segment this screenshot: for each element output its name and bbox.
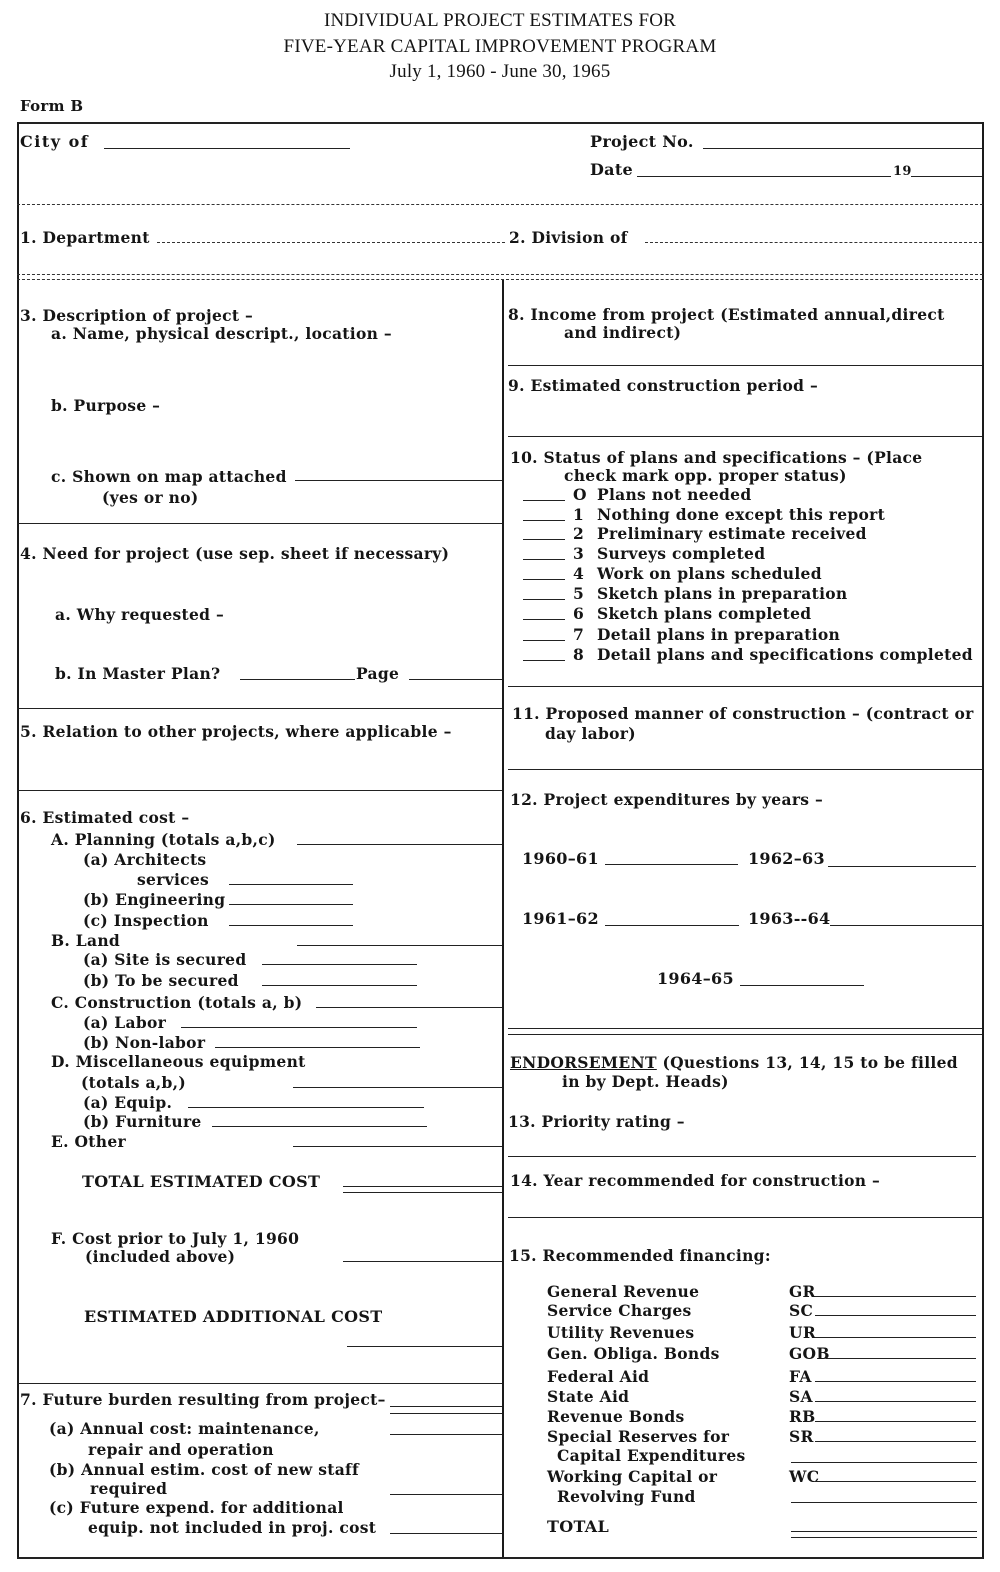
q8-label: 8. Income from project (Estimated annual,direct (508, 305, 945, 324)
status-option-text: Sketch plans in preparation (597, 584, 848, 603)
financing-wc-line-2: Revolving Fund (557, 1487, 696, 1506)
future-burden-field[interactable] (390, 1406, 502, 1407)
endorsement-note-2: in by Dept. Heads) (562, 1072, 729, 1091)
status-check-field[interactable] (523, 599, 565, 600)
total-estimated-cost-label: TOTAL ESTIMATED COST (82, 1172, 321, 1191)
status-check-field[interactable] (523, 559, 565, 560)
expend-1964-65-field[interactable] (740, 985, 864, 986)
q6D-label-2: (totals a,b,) (81, 1073, 186, 1092)
financing-source-code: UR (789, 1323, 816, 1342)
year-label-1963-64: 1963--64 (748, 909, 831, 928)
q6Bb-label: (b) To be secured (83, 971, 239, 990)
status-check-field[interactable] (523, 579, 565, 580)
financing-source-name: Federal Aid (547, 1367, 650, 1386)
divider-q8 (508, 365, 982, 366)
division-field[interactable] (645, 242, 982, 243)
divider-q11 (508, 769, 982, 770)
financing-source-code: SA (789, 1387, 813, 1406)
q6Ba-label: (a) Site is secured (83, 950, 247, 969)
q15-label: 15. Recommended financing: (509, 1246, 771, 1265)
status-option-text: Detail plans and specifications completed (597, 645, 973, 664)
status-check-field[interactable] (523, 660, 565, 661)
status-code: 4 (573, 564, 585, 583)
financing-source-name: Working Capital or (547, 1467, 718, 1486)
q11-label: 11. Proposed manner of construction – (contract or (512, 704, 974, 723)
status-check-field[interactable] (523, 640, 565, 641)
financing-total-field[interactable] (791, 1531, 977, 1532)
financing-amount-field[interactable] (815, 1381, 976, 1382)
q6Aa-label-2: services (137, 870, 210, 889)
q6D-label: D. Miscellaneous equipment (51, 1052, 306, 1071)
divider-double-1a (17, 274, 983, 275)
financing-source-code: RB (789, 1407, 816, 1426)
land-total-field[interactable] (297, 945, 502, 946)
q3b-label: b. Purpose – (51, 396, 161, 415)
other-field[interactable] (293, 1146, 502, 1147)
q4-label: 4. Need for project (use sep. sheet if necessary) (20, 544, 450, 563)
q6Ab-label: (b) Engineering (83, 890, 226, 909)
status-code: 2 (573, 524, 585, 543)
status-option-text: Preliminary estimate received (597, 524, 867, 543)
priority-rating-field[interactable] (508, 1156, 976, 1157)
date-year-prefix: 19 (893, 164, 912, 179)
form-title-line-2: FIVE-YEAR CAPITAL IMPROVEMENT PROGRAM (283, 36, 717, 57)
city-label: City of (20, 132, 90, 151)
form-id: Form B (20, 97, 84, 115)
q11-label-2: day labor) (545, 724, 636, 743)
status-option-text: Surveys completed (597, 544, 766, 563)
financing-source-code: SR (789, 1427, 814, 1446)
financing-amount-field[interactable] (815, 1401, 976, 1402)
q7a-label: (a) Annual cost: maintenance, (49, 1419, 320, 1438)
status-code: 5 (573, 584, 585, 603)
status-code: O (573, 485, 587, 504)
q3a-label: a. Name, physical descript., location – (51, 324, 392, 343)
furniture-field[interactable] (212, 1126, 427, 1127)
financing-total-label: TOTAL (547, 1517, 610, 1536)
q3c-hint: (yes or no) (102, 488, 199, 507)
q6A-label: A. Planning (totals a,b,c) (51, 830, 276, 849)
status-code: 3 (573, 544, 585, 563)
financing-amount-field[interactable] (815, 1421, 976, 1422)
frame-top (17, 122, 983, 124)
q4a-label: a. Why requested – (55, 605, 225, 624)
frame-right (982, 122, 984, 1559)
future-expend-field[interactable] (390, 1533, 502, 1534)
financing-amount-field[interactable] (815, 1481, 976, 1482)
q12-label: 12. Project expenditures by years – (510, 790, 824, 809)
page-label: Page (356, 664, 400, 683)
q6F-label: F. Cost prior to July 1, 1960 (51, 1229, 300, 1248)
endorsement-heading: ENDORSEMENT (510, 1053, 657, 1072)
new-staff-cost-field[interactable] (390, 1494, 502, 1495)
planning-total-field[interactable] (297, 844, 502, 845)
financing-source-name: Utility Revenues (547, 1323, 695, 1342)
annual-cost-field[interactable] (390, 1434, 502, 1435)
status-code: 6 (573, 604, 585, 623)
q3c-label: c. Shown on map attached (51, 467, 287, 486)
project-no-label: Project No. (590, 132, 694, 151)
master-plan-field[interactable] (240, 679, 355, 680)
financing-amount-field[interactable] (815, 1315, 976, 1316)
q9-label: 9. Estimated construction period – (508, 376, 818, 395)
status-check-field[interactable] (523, 539, 565, 540)
financing-total-double-line (791, 1537, 977, 1538)
financing-source-code: SC (789, 1301, 814, 1320)
status-check-field[interactable] (523, 619, 565, 620)
status-code: 8 (573, 645, 585, 664)
q6B-label: B. Land (51, 931, 121, 950)
q7-label: 7. Future burden resulting from project– (20, 1390, 386, 1409)
labor-field[interactable] (181, 1027, 417, 1028)
financing-source-code: GOB (789, 1344, 830, 1363)
misc-equipment-total-field[interactable] (293, 1087, 502, 1088)
total-double-underline (343, 1192, 502, 1193)
q6E-label: E. Other (51, 1132, 126, 1151)
divider-q12a (508, 1028, 982, 1029)
divider-header (17, 204, 983, 205)
financing-amount-field[interactable] (815, 1337, 976, 1338)
additional-cost-label: ESTIMATED ADDITIONAL COST (84, 1307, 383, 1326)
q7b-label: (b) Annual estim. cost of new staff (49, 1460, 359, 1479)
q8-label-2: and indirect) (564, 323, 682, 342)
additional-cost-field[interactable] (347, 1346, 502, 1347)
financing-amount-field[interactable] (815, 1296, 976, 1297)
q6Da-label: (a) Equip. (83, 1093, 173, 1112)
financing-source-name: General Revenue (547, 1282, 700, 1301)
endorsement-note: (Questions 13, 14, 15 to be filled (656, 1053, 958, 1072)
inspection-field[interactable] (229, 925, 353, 926)
future-burden-double-line (390, 1413, 502, 1414)
equip-field[interactable] (188, 1107, 424, 1108)
q7b-label-2: required (90, 1479, 168, 1498)
form-title-line-1: INDIVIDUAL PROJECT ESTIMATES FOR (323, 10, 677, 31)
expend-1960-61-field[interactable] (605, 864, 738, 865)
divider-q4 (17, 708, 502, 709)
construction-total-field[interactable] (316, 1007, 502, 1008)
column-divider (502, 280, 504, 1557)
financing-amount-field[interactable] (815, 1441, 976, 1442)
year-label-1961-62: 1961–62 (522, 909, 599, 928)
date-year-field[interactable] (911, 176, 982, 177)
q10-label-2: check mark opp. proper status) (564, 466, 847, 485)
divider-q6 (17, 1383, 502, 1384)
frame-left (17, 122, 19, 1559)
engineering-field[interactable] (229, 904, 353, 905)
q7c-label: (c) Future expend. for additional (49, 1498, 344, 1517)
q6Db-label: (b) Furniture (83, 1112, 202, 1131)
non-labor-field[interactable] (215, 1047, 420, 1048)
financing-source-code: FA (789, 1367, 812, 1386)
q7a-label-2: repair and operation (88, 1440, 274, 1459)
financing-source-code: GR (789, 1282, 816, 1301)
financing-wc-field-2[interactable] (791, 1502, 977, 1503)
master-plan-page-field[interactable] (409, 679, 502, 680)
endorsement-block (510, 1054, 958, 1072)
form-period: July 1, 1960 - June 30, 1965 (389, 61, 611, 82)
q6-label: 6. Estimated cost – (20, 808, 190, 827)
q4b-label: b. In Master Plan? (55, 664, 221, 683)
status-option-text: Work on plans scheduled (597, 564, 822, 583)
department-field[interactable] (157, 242, 505, 243)
q5-label: 5. Relation to other projects, where applicable – (20, 722, 452, 741)
map-attached-field[interactable] (295, 480, 502, 481)
cost-prior-field[interactable] (343, 1261, 502, 1262)
financing-sr-line-2: Capital Expenditures (557, 1446, 746, 1465)
financing-sr-field-2[interactable] (791, 1462, 977, 1463)
city-field[interactable] (104, 148, 350, 149)
financing-source-name: Service Charges (547, 1301, 692, 1320)
q6Ca-label: (a) Labor (83, 1013, 167, 1032)
divider-q9 (508, 436, 982, 437)
divider-q12b (508, 1034, 982, 1035)
financing-source-name: Revenue Bonds (547, 1407, 685, 1426)
q3-label: 3. Description of project – (20, 306, 254, 325)
year-label-1962-63: 1962–63 (748, 849, 825, 868)
divider-q3 (17, 523, 502, 524)
q6Ac-label: (c) Inspection (83, 911, 209, 930)
divider-q10 (508, 686, 982, 687)
financing-source-name: State Aid (547, 1387, 630, 1406)
frame-bottom (17, 1557, 983, 1559)
status-code: 7 (573, 625, 585, 644)
q13-label: 13. Priority rating – (508, 1112, 685, 1131)
q6C-label: C. Construction (totals a, b) (51, 993, 303, 1012)
division-label: 2. Division of (509, 228, 628, 247)
status-option-text: Nothing done except this report (597, 505, 886, 524)
date-label: Date (590, 160, 634, 179)
financing-amount-field[interactable] (826, 1358, 976, 1359)
status-code: 1 (573, 505, 585, 524)
status-check-field[interactable] (523, 520, 565, 521)
total-estimated-cost-field[interactable] (343, 1186, 502, 1187)
q7c-label-2: equip. not included in proj. cost (88, 1518, 377, 1537)
status-option-text: Plans not needed (597, 485, 752, 504)
divider-double-1b (17, 279, 983, 280)
financing-source-name: Special Reserves for (547, 1427, 730, 1446)
year-recommended-field[interactable] (508, 1217, 982, 1218)
date-field[interactable] (637, 176, 891, 177)
status-check-field[interactable] (523, 500, 565, 501)
expend-1961-62-field[interactable] (605, 925, 739, 926)
status-option-text: Detail plans in preparation (597, 625, 841, 644)
status-option-text: Sketch plans completed (597, 604, 812, 623)
expend-1963-64-field[interactable] (830, 925, 982, 926)
divider-q5 (17, 790, 502, 791)
year-label-1960-61: 1960–61 (522, 849, 599, 868)
to-be-secured-field[interactable] (262, 985, 417, 986)
site-secured-field[interactable] (262, 964, 417, 965)
q6Cb-label: (b) Non-labor (83, 1033, 206, 1052)
q14-label: 14. Year recommended for construction – (510, 1171, 881, 1190)
expend-1962-63-field[interactable] (828, 866, 976, 867)
architects-field[interactable] (229, 884, 353, 885)
department-label: 1. Department (20, 228, 150, 247)
project-no-field[interactable] (703, 148, 982, 149)
q6Aa-label: (a) Architects (83, 850, 207, 869)
q10-label: 10. Status of plans and specifications – (Place (510, 448, 923, 467)
financing-source-name: Gen. Obliga. Bonds (547, 1344, 720, 1363)
financing-source-code: WC (789, 1467, 820, 1486)
year-label-1964-65: 1964–65 (657, 969, 734, 988)
q6F-label-2: (included above) (85, 1247, 236, 1266)
